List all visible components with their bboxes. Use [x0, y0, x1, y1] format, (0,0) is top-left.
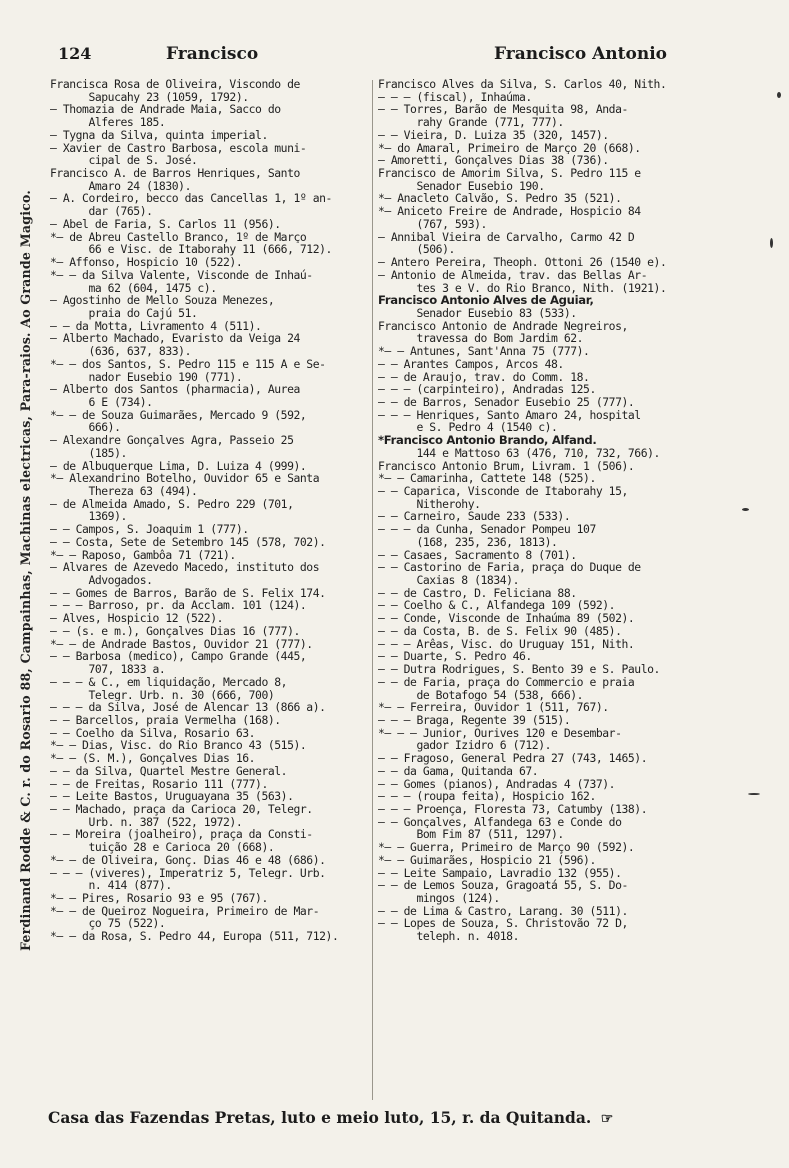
directory-entry-line: — — Coelho da Silva, Rosario 63.	[50, 726, 256, 740]
directory-entry-line: — Amoretti, Gonçalves Dias 38 (736).	[378, 154, 609, 168]
footer-advertisement	[48, 1108, 748, 1132]
directory-entry-line: Nitherohy.	[378, 497, 481, 511]
directory-entry-line: — — — (carpinteiro), Andradas 125.	[378, 383, 596, 396]
directory-entry-line: — — Coelho & C., Alfandega 109 (592).	[378, 599, 616, 613]
directory-entry-line: — — da Gama, Quitanda 67.	[378, 764, 539, 778]
directory-entry-line: Senador Eusebio 190.	[378, 179, 545, 193]
directory-entry-line: *— — de Souza Guimarães, Mercado 9 (592,	[50, 408, 307, 422]
directory-entry-line: — — — Proença, Floresta 73, Catumby (138).	[378, 802, 648, 816]
directory-entry-line: — de Almeida Amado, S. Pedro 229 (701,	[50, 497, 294, 511]
directory-entry-line: — — Caparica, Visconde de Itaborahy 15,	[378, 485, 628, 498]
directory-entry-line: — — — Barroso, pr. da Acclam. 101 (124).	[50, 599, 307, 613]
ink-speck	[777, 92, 781, 98]
directory-entry-line: 1369).	[50, 510, 127, 524]
directory-entry-line: — Alexandre Gonçalves Agra, Passeio 25	[50, 434, 294, 447]
directory-entry-line: *— — de Oliveira, Gonç. Dias 46 e 48 (686).	[50, 853, 326, 867]
directory-entry-line: — — Lopes de Souza, S. Christovão 72 D,	[378, 917, 628, 931]
directory-entry-line: *— Alexandrino Botelho, Ouvidor 65 e Santa	[50, 472, 320, 485]
directory-entry-line: — — Barcellos, praia Vermelha (168).	[50, 713, 281, 727]
directory-entry-line: Amaro 24 (1830).	[50, 179, 191, 193]
directory-entry-line: — Thomazia de Andrade Maia, Sacco do	[50, 103, 281, 117]
directory-entry-line: Thereza 63 (494).	[50, 485, 198, 498]
side-advertisement	[6, 40, 46, 1100]
directory-entry-line: — — Machado, praça da Carioca 20, Telegr.	[50, 802, 313, 816]
directory-entry-line: (636, 637, 833).	[50, 345, 191, 358]
directory-entry-line: — — de Faria, praça do Commercio e praia	[378, 675, 635, 689]
directory-entry-line: — — — da Cunha, Senador Pompeu 107	[378, 523, 596, 536]
directory-entry-line: — — de Lima & Castro, Larang. 30 (511).	[378, 904, 628, 918]
page-number: 124	[58, 44, 92, 63]
directory-entry-line: (767, 593).	[378, 217, 487, 231]
directory-entry-line: Francisco de Amorim Silva, S. Pedro 115 e	[378, 167, 641, 180]
pointing-hand-icon: ☞	[600, 1111, 614, 1127]
left-column	[50, 78, 368, 943]
directory-entry-line: *— de Abreu Castello Branco, 1º de Março	[50, 230, 307, 244]
directory-entry-line: — — Torres, Barão de Mesquita 98, Anda-	[378, 103, 628, 117]
directory-entry-line: tes 3 e V. do Rio Branco, Nith. (1921).	[378, 281, 667, 295]
directory-entry-line: teleph. n. 4018.	[378, 930, 519, 943]
column-divider	[372, 80, 373, 1100]
directory-entry-line: — — — Henriques, Santo Amaro 24, hospital	[378, 408, 641, 422]
directory-entry-line: 144 e Mattoso 63 (476, 710, 732, 766).	[378, 446, 660, 460]
directory-entry-line: *— — Pires, Rosario 93 e 95 (767).	[50, 892, 268, 905]
directory-entry-line: *— — da Rosa, S. Pedro 44, Europa (511, 712).	[50, 930, 339, 943]
page-header	[58, 44, 774, 66]
directory-entry-line: — — Gomes (pianos), Andradas 4 (737).	[378, 777, 616, 791]
directory-entry-line: Bom Fim 87 (511, 1297).	[378, 828, 564, 842]
directory-entry-line: de Botafogo 54 (538, 666).	[378, 688, 584, 702]
directory-entry-line: tuição 28 e Carioca 20 (668).	[50, 841, 275, 854]
directory-entry-line: *— Aniceto Freire de Andrade, Hospicio 84	[378, 205, 641, 218]
directory-entry-line: — Tygna da Silva, quinta imperial.	[50, 128, 268, 142]
directory-entry-line: ma 62 (604, 1475 c).	[50, 281, 217, 295]
directory-entry-line: *— — de Andrade Bastos, Ouvidor 21 (777).	[50, 637, 313, 651]
directory-entry-line: — — — & C., em liquidação, Mercado 8,	[50, 675, 288, 689]
directory-entry-line: nador Eusebio 190 (771).	[50, 370, 243, 384]
directory-entry-line: — — (s. e m.), Gonçalves Dias 16 (777).	[50, 624, 300, 638]
directory-entry-line: Telegr. Urb. n. 30 (666, 700)	[50, 688, 275, 702]
directory-entry-line: — Annibal Vieira de Carvalho, Carmo 42 D	[378, 230, 635, 244]
directory-entry-line: — — Gonçalves, Alfandega 63 e Conde do	[378, 815, 622, 829]
directory-entry-line: praia do Cajú 51.	[50, 306, 198, 320]
directory-entry-line: — Alves, Hospicio 12 (522).	[50, 612, 224, 625]
directory-entry-line: *— — — Junior, Ourives 120 e Desembar-	[378, 726, 622, 740]
directory-entry-line: mingos (124).	[378, 892, 500, 905]
directory-entry-line: *— — Ferreira, Ouvidor 1 (511, 767).	[378, 701, 609, 714]
footer-text: Casa das Fazendas Pretas, luto e meio luto, 15, r. da Quitanda.	[48, 1108, 592, 1127]
directory-entry-line: — — Leite Bastos, Uruguayana 35 (563).	[50, 790, 294, 803]
directory-entry-line: — — de Castro, D. Feliciana 88.	[378, 586, 577, 600]
directory-entry-line: — — Costa, Sete de Setembro 145 (578, 702).	[50, 535, 326, 549]
directory-entry-line: *— — Raposo, Gambôa 71 (721).	[50, 548, 236, 562]
directory-entry-line: 66 e Visc. de Itaborahy 11 (666, 712).	[50, 243, 332, 257]
directory-entry-line: — Alvares de Azevedo Macedo, instituto dos	[50, 561, 320, 575]
directory-entry-line: — — — Arêas, Visc. do Uruguay 151, Nith.	[378, 637, 635, 651]
directory-entry-line: *— — dos Santos, S. Pedro 115 e 115 A e Se-	[50, 357, 326, 371]
directory-entry-line: dar (765).	[50, 205, 153, 218]
directory-entry-line: n. 414 (877).	[50, 879, 172, 892]
directory-entry-line: Caxias 8 (1834).	[378, 574, 519, 587]
directory-entry-line: rahy Grande (771, 777).	[378, 116, 564, 129]
directory-entry-line: — Antero Pereira, Theoph. Ottoni 26 (1540 e).	[378, 256, 667, 269]
directory-entry-line: — — Castorino de Faria, praça do Duque de	[378, 561, 641, 575]
directory-entry-line: cipal de S. José.	[50, 154, 198, 168]
directory-entry-line: 666).	[50, 421, 121, 435]
directory-entry-line: — — Gomes de Barros, Barão de S. Felix 174.	[50, 586, 326, 600]
directory-entry-line: — — Vieira, D. Luiza 35 (320, 1457).	[378, 128, 609, 142]
directory-entry-line: (168, 235, 236, 1813).	[378, 535, 558, 549]
directory-entry-line: — Agostinho de Mello Souza Menezes,	[50, 294, 275, 307]
directory-entry-line: *— — Antunes, Sant'Anna 75 (777).	[378, 345, 590, 358]
directory-entry-line: — — Barbosa (medico), Campo Grande (445,	[50, 650, 307, 664]
directory-entry-line: *— Affonso, Hospicio 10 (522).	[50, 256, 243, 269]
directory-entry-line: *— — de Queiroz Nogueira, Primeiro de Mar-	[50, 904, 320, 918]
directory-entry-line: e S. Pedro 4 (1540 c).	[378, 421, 558, 435]
directory-entry-line: — — da Costa, B. de S. Felix 90 (485).	[378, 624, 622, 638]
right-column	[378, 78, 700, 943]
left-running-head: Francisco	[166, 44, 259, 64]
directory-entry-line: — Alberto Machado, Evaristo da Veiga 24	[50, 332, 300, 346]
directory-entry-line: *— — da Silva Valente, Visconde de Inhaú-	[50, 268, 313, 282]
directory-entry-line: — — de Araujo, trav. do Comm. 18.	[378, 370, 590, 384]
directory-entry-line: Advogados.	[50, 574, 153, 587]
directory-entry-line: — — Casaes, Sacramento 8 (701).	[378, 548, 577, 562]
directory-entry-line: Francisco Antonio Alves de Aguiar,	[378, 294, 594, 307]
directory-entry-line: — — Campos, S. Joaquim 1 (777).	[50, 523, 249, 536]
directory-entry-line: — — da Motta, Livramento 4 (511).	[50, 319, 262, 333]
directory-entry-line: — A. Cordeiro, becco das Cancellas 1, 1º an-	[50, 192, 332, 206]
directory-entry-line: (506).	[378, 243, 455, 257]
directory-entry-line: *— — Camarinha, Cattete 148 (525).	[378, 472, 596, 485]
directory-entry-line: *— — Guerra, Primeiro de Março 90 (592).	[378, 841, 635, 854]
directory-entry-line: — — Conde, Visconde de Inhaúma 89 (502).	[378, 612, 635, 625]
directory-entry-line: — — — (fiscal), Inhaúma.	[378, 90, 532, 104]
directory-entry-line: — — da Silva, Quartel Mestre General.	[50, 764, 288, 778]
right-running-head: Francisco Antonio	[494, 44, 667, 64]
directory-entry-line: 6 E (734).	[50, 395, 153, 409]
directory-entry-line: — — — da Silva, José de Alencar 13 (866 a).	[50, 701, 326, 714]
directory-entry-line: Urb. n. 387 (522, 1972).	[50, 815, 243, 829]
ink-speck	[742, 508, 749, 511]
directory-entry-line: Senador Eusebio 83 (533).	[378, 306, 577, 320]
directory-entry-line: Francisco Alves da Silva, S. Carlos 40, Nith.	[378, 78, 667, 91]
directory-entry-line: (185).	[50, 446, 127, 460]
directory-entry-line: — — Duarte, S. Pedro 46.	[378, 650, 532, 664]
directory-entry-line: Francisco Antonio de Andrade Negreiros,	[378, 319, 628, 333]
directory-entry-line: — — de Barros, Senador Eusebio 25 (777).	[378, 395, 635, 409]
directory-entry-line: — — Leite Sampaio, Lavradio 132 (955).	[378, 866, 622, 880]
directory-entry-line: Sapucahy 23 (1059, 1792).	[50, 90, 249, 104]
directory-entry-line: Alferes 185.	[50, 116, 166, 129]
directory-entry-line: *— do Amaral, Primeiro de Março 20 (668).	[378, 141, 641, 155]
directory-entry-line: *— — (S. M.), Gonçalves Dias 16.	[50, 752, 256, 765]
directory-entry-line: 707, 1833 a.	[50, 663, 166, 676]
directory-entry-line: — — — (viveres), Imperatriz 5, Telegr. Urb.	[50, 866, 326, 880]
directory-entry-line: — — Dutra Rodrigues, S. Bento 39 e S. Paulo.	[378, 663, 660, 676]
directory-entry-line: — — de Freitas, Rosario 111 (777).	[50, 777, 268, 791]
directory-entry-line: Francisco A. de Barros Henriques, Santo	[50, 167, 300, 180]
side-advertisement-text: Ferdinand Rodde & C. r. do Rosario 88, Campainhas, Machinas electricas, Para-raios. Ao Grande Magico.	[18, 189, 34, 951]
directory-entry-line: — Xavier de Castro Barbosa, escola muni-	[50, 141, 307, 155]
directory-entry-line: — — Arantes Campos, Arcos 48.	[378, 357, 564, 371]
directory-entry-line: *— — Guimarães, Hospicio 21 (596).	[378, 853, 596, 867]
directory-entry-line: *Francisco Antonio Brando, Alfand.	[378, 434, 597, 447]
directory-entry-line: — Antonio de Almeida, trav. das Bellas Ar-	[378, 268, 648, 282]
directory-entry-line: *— — Dias, Visc. do Rio Branco 43 (515).	[50, 739, 307, 753]
directory-entry-line: — — Carneiro, Saude 233 (533).	[378, 510, 571, 524]
directory-entry-line: — — — (roupa feita), Hospicio 162.	[378, 790, 596, 803]
directory-entry-line: gador Izidro 6 (712).	[378, 739, 552, 753]
directory-entry-line: *— Anacleto Calvão, S. Pedro 35 (521).	[378, 192, 622, 206]
directory-entry-line: Francisco Antonio Brum, Livram. 1 (506).	[378, 459, 635, 473]
directory-entry-line: — — Moreira (joalheiro), praça da Consti-	[50, 828, 313, 842]
directory-entry-line: — de Albuquerque Lima, D. Luiza 4 (999).	[50, 459, 307, 473]
directory-entry-line: — Alberto dos Santos (pharmacia), Aurea	[50, 383, 300, 396]
directory-entry-line: — — de Lemos Souza, Gragoatá 55, S. Do-	[378, 879, 628, 892]
ink-speck	[770, 238, 773, 248]
directory-entry-line: ço 75 (522).	[50, 917, 166, 931]
directory-entry-line: — Abel de Faria, S. Carlos 11 (956).	[50, 217, 281, 231]
directory-entry-line: Francisca Rosa de Oliveira, Viscondo de	[50, 78, 300, 91]
directory-entry-line: — — Fragoso, General Pedra 27 (743, 1465).	[378, 752, 648, 765]
ink-speck	[748, 793, 760, 795]
directory-entry-line: — — — Braga, Regente 39 (515).	[378, 713, 571, 727]
directory-entry-line: travessa do Bom Jardim 62.	[378, 332, 584, 346]
